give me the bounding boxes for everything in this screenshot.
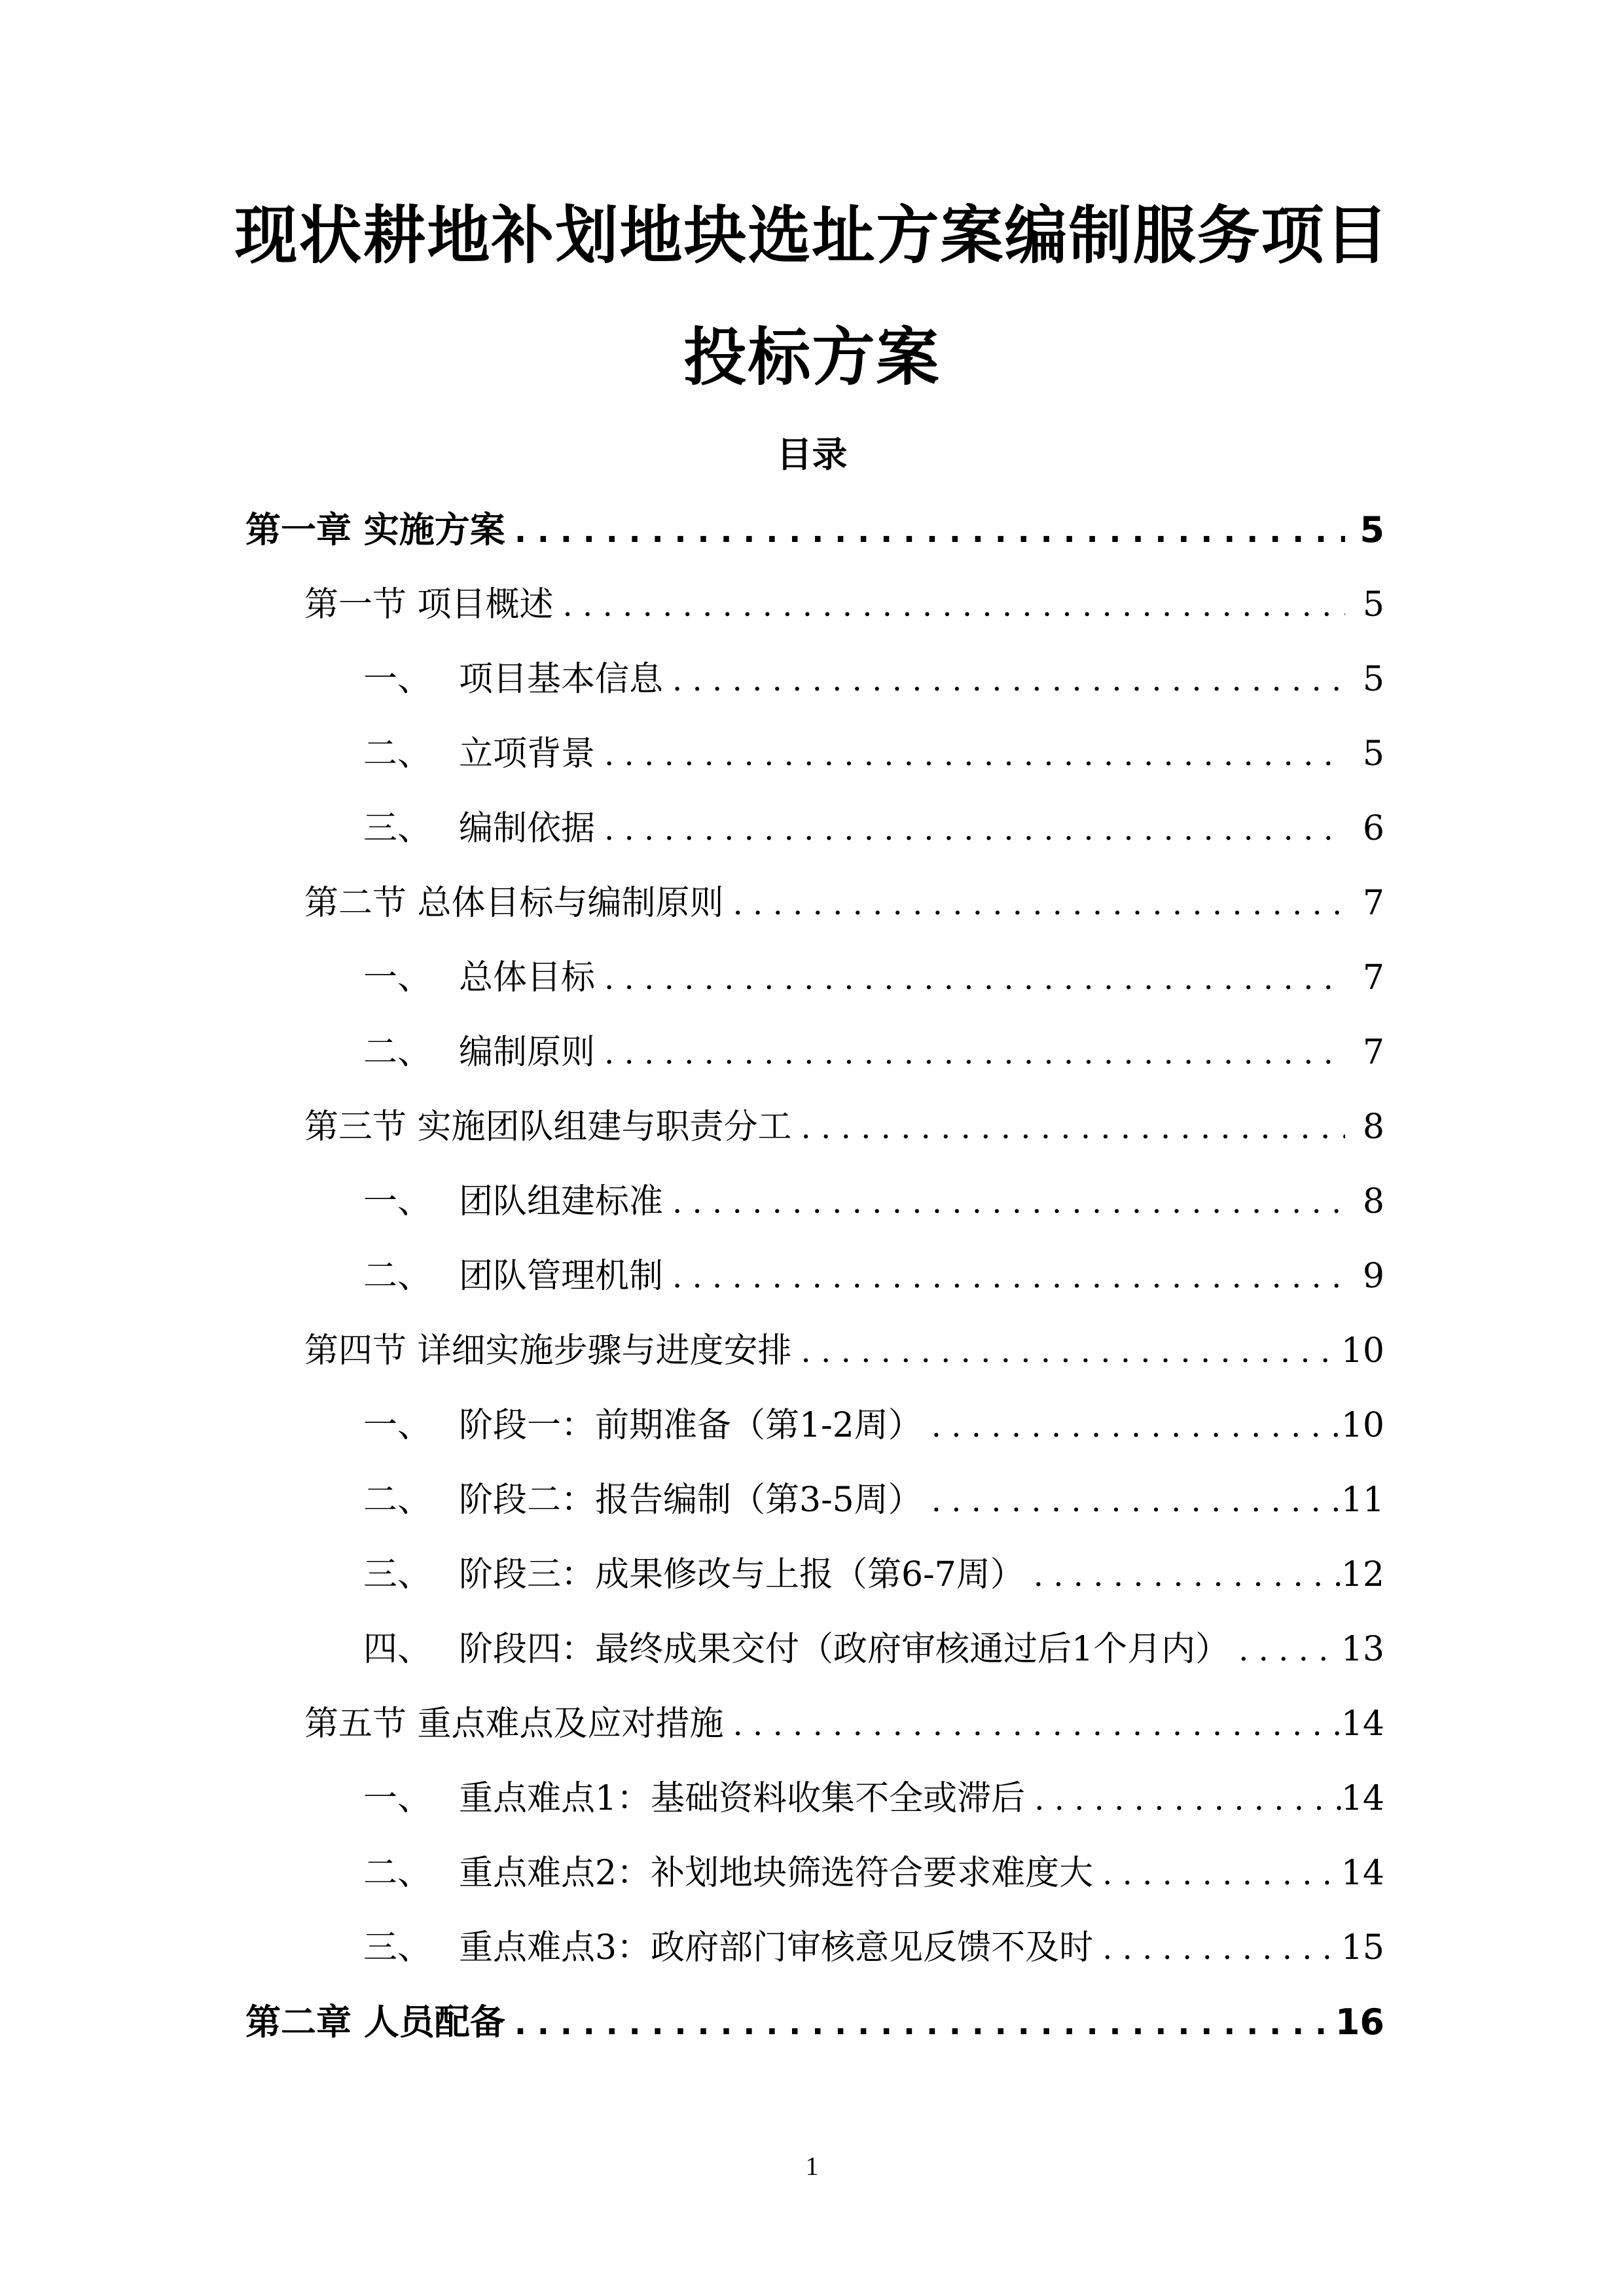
toc-entry-text: 第二章 人员配备 <box>245 2001 505 2043</box>
toc-entry-item-1-4-4[interactable] <box>363 1623 1384 1676</box>
toc-dot-leader <box>663 654 1345 706</box>
toc-entry-text: 第一节 项目概述 <box>304 585 554 624</box>
toc-dot-leader <box>1024 1549 1341 1602</box>
toc-entry-number: 一、 <box>363 1779 432 1818</box>
toc-dot-leader <box>595 952 1345 1005</box>
toc-dot-leader <box>1093 1922 1341 1975</box>
toc-entry-number: 二、 <box>363 1480 432 1520</box>
toc-entry-page: 6 <box>1362 809 1384 848</box>
toc-entry-section-1-2[interactable] <box>304 877 1384 929</box>
toc-entry-text: 第四节 详细实施步骤与进度安排 <box>304 1331 792 1371</box>
toc-entry-item-1-2-1[interactable] <box>363 952 1384 1004</box>
toc-entry-item-1-1-3[interactable] <box>363 802 1384 855</box>
toc-entry-page: 15 <box>1341 1928 1384 1967</box>
toc-entry-section-1-3[interactable] <box>304 1101 1384 1153</box>
toc-entry-page: 8 <box>1362 1182 1384 1221</box>
toc-entry-page: 7 <box>1362 1033 1384 1072</box>
toc-entry-text: 阶段三：成果修改与上报（第6-7周） <box>459 1555 1024 1594</box>
toc-entry-section-1-1[interactable] <box>304 579 1384 631</box>
toc-entry-text: 团队管理机制 <box>459 1257 664 1296</box>
toc-entry-text: 重点难点1：基础资料收集不全或滞后 <box>459 1779 1026 1818</box>
toc-dot-leader <box>595 803 1345 855</box>
toc-dot-leader <box>554 579 1345 632</box>
toc-entry-page: 12 <box>1341 1555 1384 1594</box>
toc-entry-number: 二、 <box>363 734 432 774</box>
toc-entry-page: 8 <box>1362 1107 1384 1147</box>
toc-entry-page: 14 <box>1341 1704 1384 1744</box>
toc-dot-leader <box>505 1998 1335 2050</box>
toc-entry-text: 重点难点2：补划地块筛选符合要求难度大 <box>459 1854 1094 1893</box>
toc-entry-text: 编制原则 <box>459 1033 596 1072</box>
toc-entry-number: 一、 <box>363 1182 432 1221</box>
toc-entry-page: 13 <box>1341 1630 1384 1669</box>
toc-entry-text: 阶段四：最终成果交付（政府审核通过后1个月内） <box>459 1630 1230 1669</box>
toc-entry-text: 阶段一：前期准备（第1-2周） <box>459 1406 922 1445</box>
toc-dot-leader <box>1229 1624 1341 1676</box>
toc-entry-text: 第二节 总体目标与编制原则 <box>304 884 724 923</box>
toc-entry-page: 11 <box>1341 1480 1384 1520</box>
toc-entry-number: 二、 <box>363 1033 432 1072</box>
toc-entry-chapter-2[interactable] <box>245 1996 1384 2049</box>
toc-entry-text: 编制依据 <box>459 809 596 848</box>
toc-entry-text: 项目基本信息 <box>459 660 664 699</box>
toc-entry-number: 一、 <box>363 660 432 699</box>
toc-entry-page: 5 <box>1360 509 1384 550</box>
toc-entry-item-1-5-3[interactable] <box>363 1922 1384 1974</box>
toc-dot-leader <box>724 878 1345 930</box>
toc-entry-page: 16 <box>1335 2001 1384 2043</box>
toc-entry-chapter-1[interactable] <box>245 504 1384 556</box>
toc-entry-number: 三、 <box>363 1928 432 1967</box>
toc-entry-section-1-4[interactable] <box>304 1325 1384 1377</box>
toc-entry-page: 7 <box>1362 958 1384 997</box>
toc-entry-text: 立项背景 <box>459 734 596 774</box>
toc-entry-item-1-4-1[interactable] <box>363 1399 1384 1452</box>
toc-entry-item-1-1-1[interactable] <box>363 653 1384 706</box>
toc-entry-item-1-2-2[interactable] <box>363 1026 1384 1079</box>
toc-dot-leader <box>792 1102 1345 1154</box>
toc-entry-text: 第五节 重点难点及应对措施 <box>304 1704 724 1744</box>
toc-dot-leader <box>724 1698 1341 1751</box>
toc-entry-page: 10 <box>1341 1406 1384 1445</box>
toc-entry-page: 5 <box>1362 734 1384 774</box>
toc-dot-leader <box>663 1176 1345 1229</box>
toc-entry-item-1-4-2[interactable] <box>363 1474 1384 1526</box>
toc-entry-item-1-5-2[interactable] <box>363 1847 1384 1899</box>
toc-entry-item-1-3-2[interactable] <box>363 1250 1384 1302</box>
toc-entry-text: 第三节 实施团队组建与职责分工 <box>304 1107 792 1147</box>
toc-dot-leader <box>1025 1773 1341 1825</box>
toc-entry-number: 四、 <box>363 1630 432 1669</box>
toc-entry-page: 10 <box>1341 1331 1384 1371</box>
toc-entry-number: 一、 <box>363 958 432 997</box>
toc-entry-number: 二、 <box>363 1854 432 1893</box>
toc-dot-leader <box>922 1475 1341 1527</box>
toc-entry-number: 二、 <box>363 1257 432 1296</box>
toc-entry-text: 第一章 实施方案 <box>245 509 505 550</box>
toc-dot-leader <box>595 1027 1345 1079</box>
toc-entry-item-1-1-2[interactable] <box>363 728 1384 780</box>
toc-entry-text: 总体目标 <box>459 958 596 997</box>
toc-entry-item-1-4-3[interactable] <box>363 1549 1384 1601</box>
toc-entry-page: 14 <box>1341 1779 1384 1818</box>
toc-dot-leader <box>922 1400 1341 1452</box>
toc-heading: 目录 <box>776 434 848 475</box>
toc-dot-leader <box>595 728 1345 781</box>
toc-entry-item-1-5-1[interactable] <box>363 1772 1384 1825</box>
page-number: 1 <box>805 2151 819 2181</box>
document-title-line-1: 现状耕地补划地块选址方案编制服务项目 <box>234 199 1390 272</box>
document-title-line-2: 投标方案 <box>683 321 941 394</box>
toc-entry-section-1-5[interactable] <box>304 1698 1384 1750</box>
toc-entry-number: 一、 <box>363 1406 432 1445</box>
toc-entry-number: 三、 <box>363 1555 432 1594</box>
toc-entry-page: 5 <box>1362 660 1384 699</box>
toc-entry-page: 5 <box>1362 585 1384 624</box>
toc-entry-page: 7 <box>1362 884 1384 923</box>
toc-entry-page: 9 <box>1362 1257 1384 1296</box>
toc-entry-text: 重点难点3：政府部门审核意见反馈不及时 <box>459 1928 1094 1967</box>
toc-entry-text: 团队组建标准 <box>459 1182 664 1221</box>
toc-dot-leader <box>1093 1848 1341 1900</box>
toc-entry-item-1-3-1[interactable] <box>363 1175 1384 1228</box>
toc-entry-number: 三、 <box>363 809 432 848</box>
toc-entry-page: 14 <box>1341 1854 1384 1893</box>
toc-dot-leader <box>663 1251 1345 1303</box>
toc-dot-leader <box>792 1325 1341 1378</box>
toc-dot-leader <box>505 505 1345 558</box>
toc-entry-text: 阶段二：报告编制（第3-5周） <box>459 1480 922 1520</box>
